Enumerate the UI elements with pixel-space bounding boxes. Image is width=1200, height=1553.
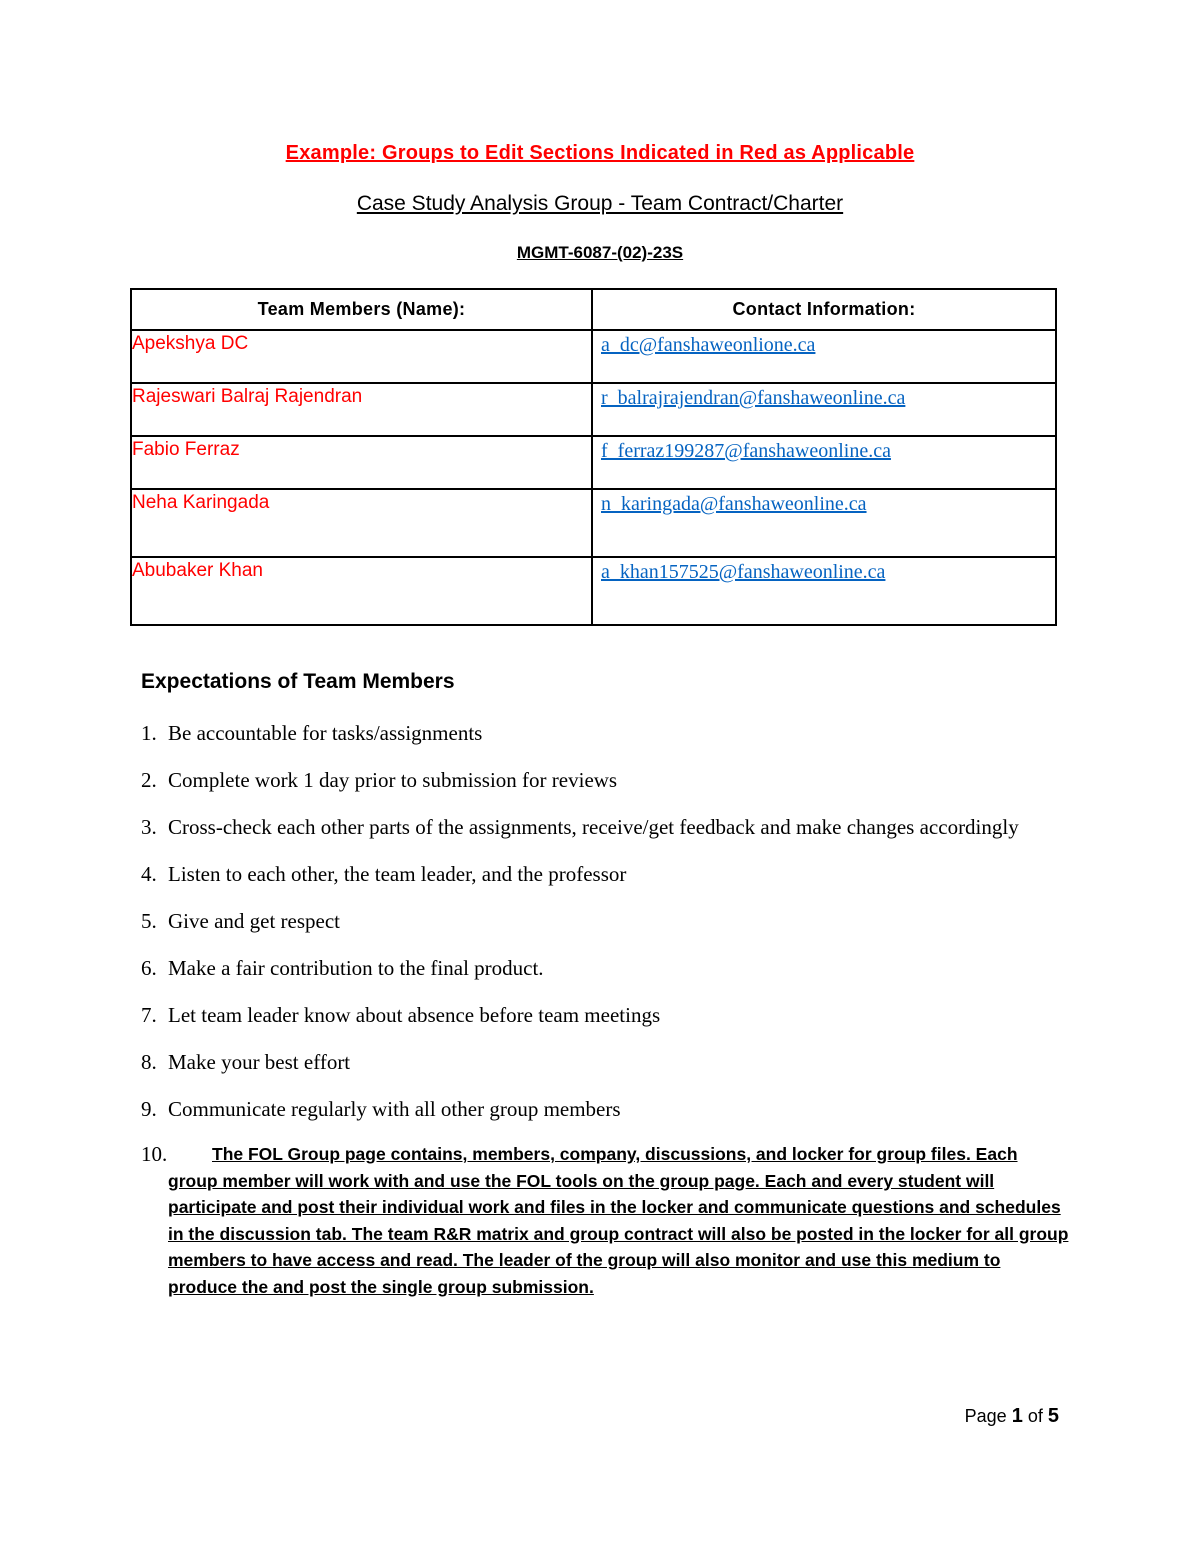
member-name: Rajeswari Balraj Rajendran: [131, 383, 592, 436]
header-team-members: Team Members (Name):: [131, 289, 592, 330]
page-word: Page: [964, 1406, 1007, 1426]
member-email-link[interactable]: a_dc@fanshaweonlione.ca: [601, 334, 816, 356]
item-text: Complete work 1 day prior to submission for reviews: [168, 768, 618, 792]
list-item: [141, 861, 1071, 888]
member-email-link[interactable]: r_balrajrajendran@fanshaweonline.ca: [601, 387, 906, 409]
list-item: [141, 767, 1071, 794]
item-text: Communicate regularly with all other group members: [168, 1097, 621, 1121]
item-number: 7.: [141, 1003, 157, 1027]
list-item: [141, 720, 1071, 747]
item-number: 10.: [141, 1142, 168, 1166]
item-text: Make a fair contribution to the final product.: [168, 956, 544, 980]
item-text: Give and get respect: [168, 909, 341, 933]
table-row: [131, 557, 1056, 625]
list-item: [141, 1049, 1071, 1076]
table-row: [131, 330, 1056, 383]
table-row: [131, 383, 1056, 436]
item-number: 6.: [141, 956, 157, 980]
item-number: 3.: [141, 815, 157, 839]
item-number: 9.: [141, 1097, 157, 1121]
expectations-list: [141, 720, 1071, 1321]
item-number: 5.: [141, 909, 157, 933]
table-header-row: [131, 289, 1056, 330]
course-code: MGMT-6087-(02)-23S: [516, 243, 684, 262]
list-item: [141, 908, 1071, 935]
expectations-heading: Expectations of Team Members: [141, 670, 455, 693]
item-number: 4.: [141, 862, 157, 886]
document-title: Case Study Analysis Group - Team Contract/Charter: [356, 192, 844, 215]
table-row: [131, 436, 1056, 489]
item-text: Cross-check each other parts of the assignments, receive/get feedback and make changes accordingly: [168, 815, 1019, 839]
item-number: 1.: [141, 721, 157, 745]
page-number: [965, 1405, 1059, 1428]
item-text: Be accountable for tasks/assignments: [168, 721, 483, 745]
total-pages: 5: [1047, 1405, 1059, 1427]
list-item: [141, 1141, 1071, 1301]
item-text: Make your best effort: [168, 1050, 351, 1074]
item-text: Let team leader know about absence before team meetings: [168, 1003, 661, 1027]
of-word: of: [1027, 1406, 1043, 1426]
list-item: [141, 955, 1071, 982]
fol-group-note: [168, 1141, 1071, 1301]
member-email-link[interactable]: a_khan157525@fanshaweonline.ca: [601, 561, 886, 583]
list-item: [141, 1096, 1071, 1123]
table-row: [131, 489, 1056, 557]
member-name: Fabio Ferraz: [131, 436, 592, 489]
item-text: The FOL Group page contains, members, company, discussions, and locker for group files. Each group member will work with and use the FOL tools on the group page. Each and every student will participate and post their individual work and files in the locker and communicate questions and schedules in the discussion tab. The team R&R matrix and group contract will also be posted in the locker for all group members to have access and read. The leader of the group will also monitor and use this medium to produce the and post the single group submission.: [168, 1144, 1069, 1297]
current-page: 1: [1011, 1405, 1023, 1427]
item-text: Listen to each other, the team leader, and the professor: [168, 862, 627, 886]
member-name: Abubaker Khan: [131, 557, 592, 625]
member-email-link[interactable]: f_ferraz199287@fanshaweonline.ca: [601, 440, 891, 462]
member-email-link[interactable]: n_karingada@fanshaweonline.ca: [601, 493, 867, 515]
item-number: 2.: [141, 768, 157, 792]
item-number: 8.: [141, 1050, 157, 1074]
member-name: Apekshya DC: [131, 330, 592, 383]
list-item: [141, 814, 1071, 841]
header-contact-information: Contact Information:: [592, 289, 1056, 330]
example-note: Example: Groups to Edit Sections Indicated in Red as Applicable: [285, 142, 915, 164]
team-members-table: [130, 288, 1057, 626]
member-name: Neha Karingada: [131, 489, 592, 557]
list-item: [141, 1002, 1071, 1029]
